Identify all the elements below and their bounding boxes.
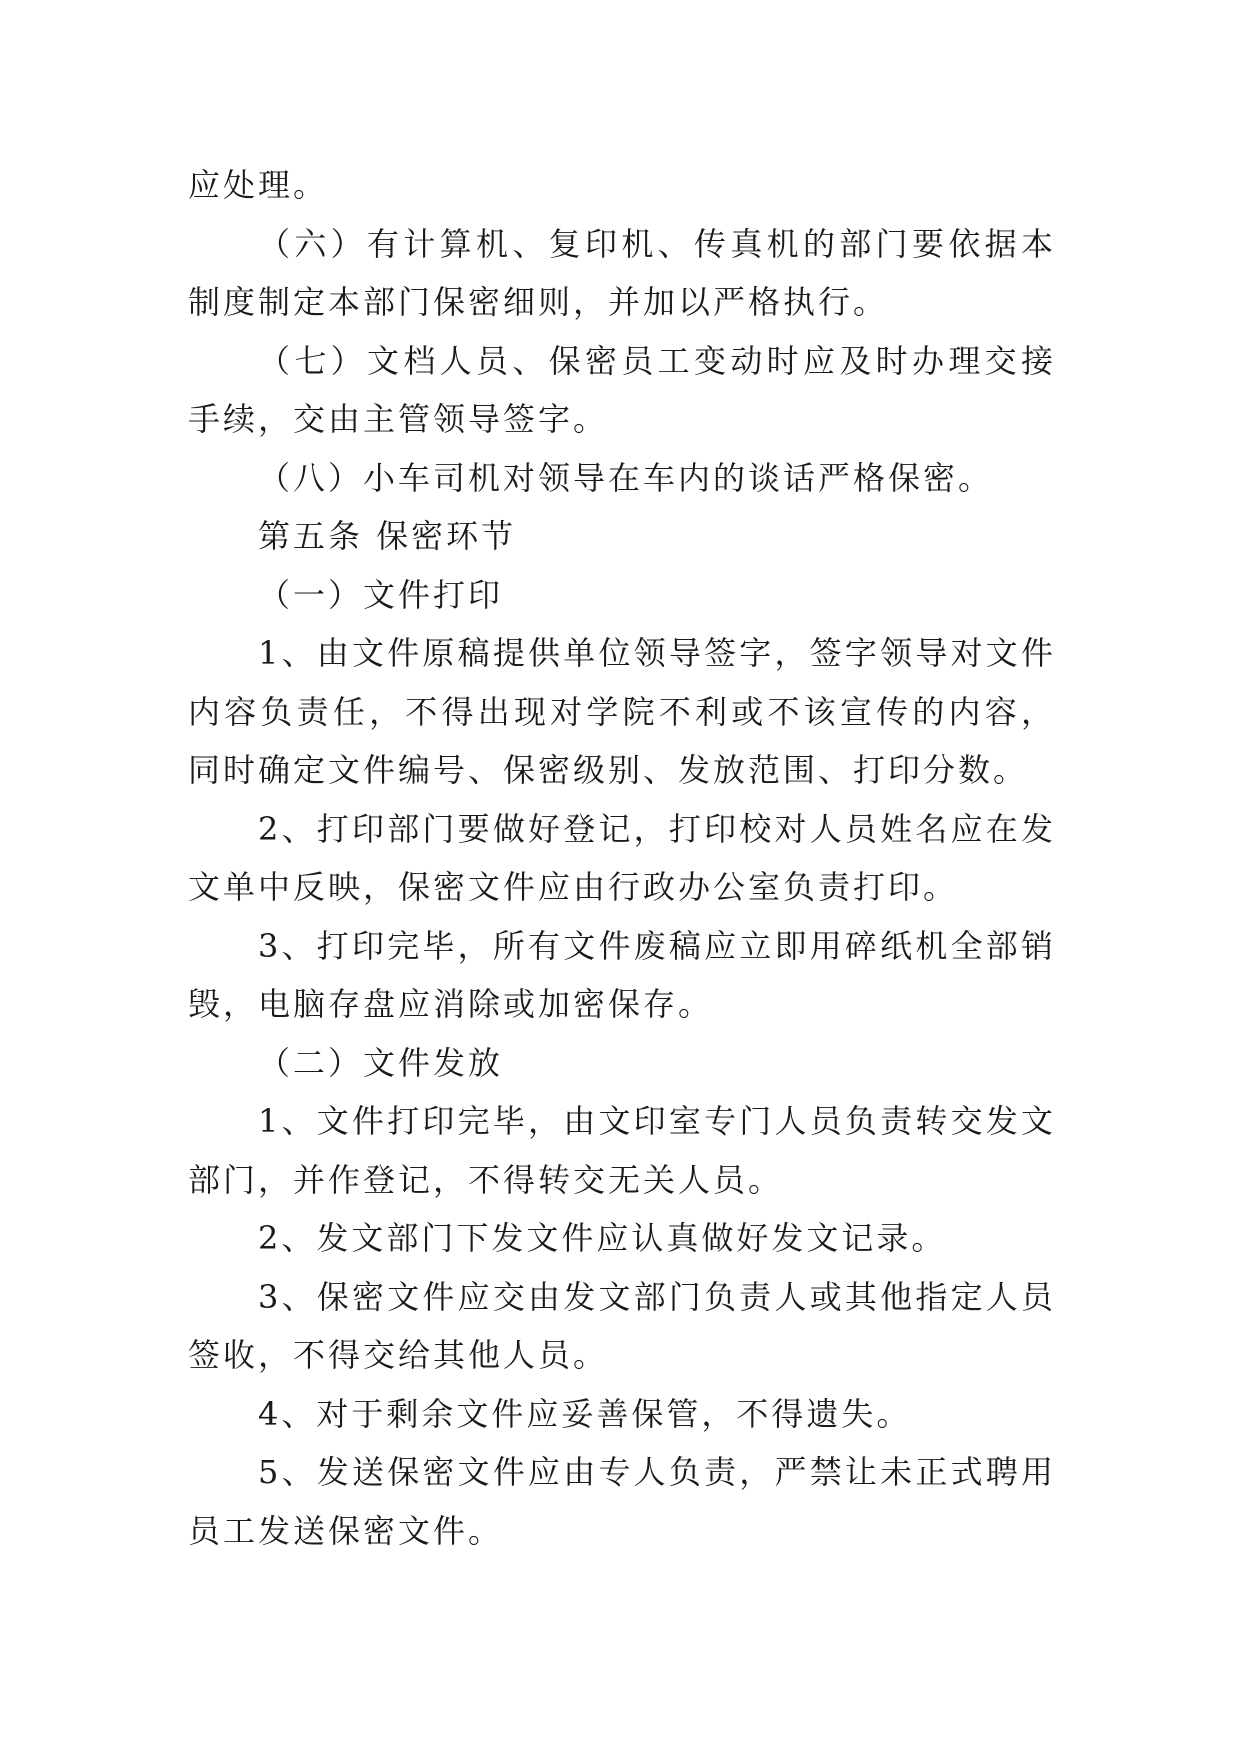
distribution-item-1: 1、文件打印完毕，由文印室专门人员负责转交发文部门，并作登记，不得转交无关人员。 <box>188 1102 1056 1199</box>
distribution-item-5: 5、发送保密文件应由专人负责，严禁让未正式聘用员工发送保密文件。 <box>188 1453 1056 1550</box>
paragraph-continued: 应处理。 <box>188 166 329 204</box>
article-heading: 第五条 保密环节 <box>258 517 517 555</box>
document-body <box>188 156 1056 1560</box>
section-heading-printing: （一）文件打印 <box>258 575 504 614</box>
paragraph-item-8: （八）小车司机对领导在车内的谈话严格保密。 <box>258 458 994 497</box>
printing-item-2: 2、打印部门要做好登记，打印校对人员姓名应在发文单中反映，保密文件应由行政办公室负责打印。 <box>188 809 1056 906</box>
distribution-item-2: 2、发文部门下发文件应认真做好发文记录。 <box>258 1219 947 1257</box>
printing-item-1: 1、由文件原稿提供单位领导签字，签字领导对文件内容负责任，不得出现对学院不利或不该宣传的内容，同时确定文件编号、保密级别、发放范围、打印分数。 <box>188 634 1056 789</box>
distribution-item-3: 3、保密文件应交由发文部门负责人或其他指定人员签收，不得交给其他人员。 <box>188 1277 1056 1374</box>
paragraph-item-6: （六）有计算机、复印机、传真机的部门要依据本制度制定本部门保密细则，并加以严格执行。 <box>188 224 1056 321</box>
distribution-item-4: 4、对于剩余文件应妥善保管，不得遗失。 <box>258 1394 912 1433</box>
printing-item-3: 3、打印完毕，所有文件废稿应立即用碎纸机全部销毁，电脑存盘应消除或加密保存。 <box>188 926 1056 1023</box>
section-heading-distribution: （二）文件发放 <box>258 1043 504 1082</box>
paragraph-item-7: （七）文档人员、保密员工变动时应及时办理交接手续，交由主管领导签字。 <box>188 341 1056 438</box>
